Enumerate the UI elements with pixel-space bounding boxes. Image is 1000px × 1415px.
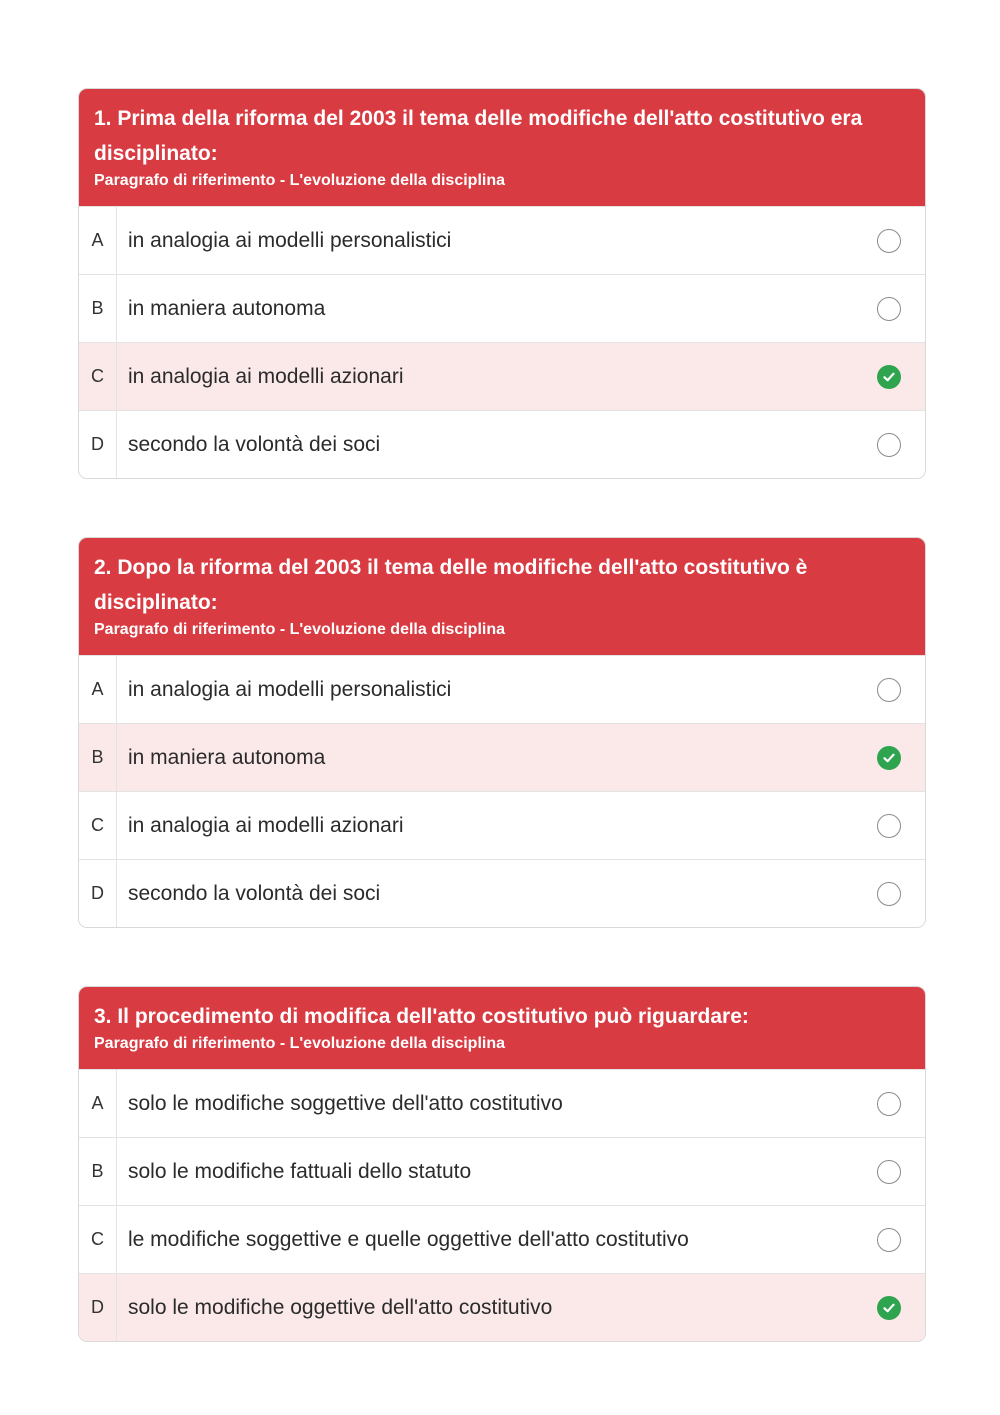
option-row[interactable]: [79, 1273, 925, 1341]
check-circle-icon[interactable]: [877, 365, 901, 389]
option-text: secondo la volontà dei soci: [128, 881, 381, 905]
option-letter: C: [79, 343, 117, 410]
radio-icon[interactable]: [877, 814, 901, 838]
question-card-1: [78, 88, 926, 479]
option-text: solo le modifiche soggettive dell'atto costitutivo: [128, 1091, 563, 1115]
option-row[interactable]: [79, 859, 925, 927]
option-row[interactable]: [79, 723, 925, 791]
question-card-2: [78, 537, 926, 928]
question-reference: Paragrafo di riferimento - L'evoluzione della disciplina: [94, 621, 505, 638]
option-row[interactable]: [79, 206, 925, 274]
radio-icon[interactable]: [877, 882, 901, 906]
question-title: 1. Prima della riforma del 2003 il tema delle modifiche dell'atto costitutivo era disciplinato:: [94, 107, 863, 165]
checkmark-icon: [882, 370, 896, 384]
option-letter: C: [79, 792, 117, 859]
option-letter: A: [79, 207, 117, 274]
radio-icon[interactable]: [877, 229, 901, 253]
option-letter: A: [79, 656, 117, 723]
option-letter: D: [79, 860, 117, 927]
checkmark-icon: [882, 1301, 896, 1315]
radio-icon[interactable]: [877, 1160, 901, 1184]
option-text: in analogia ai modelli personalistici: [128, 228, 452, 252]
option-letter: C: [79, 1206, 117, 1273]
radio-icon[interactable]: [877, 433, 901, 457]
option-text: le modifiche soggettive e quelle oggettive dell'atto costitutivo: [128, 1227, 689, 1251]
option-text: solo le modifiche fattuali dello statuto: [128, 1159, 472, 1183]
option-letter: B: [79, 275, 117, 342]
question-reference: Paragrafo di riferimento - L'evoluzione della disciplina: [94, 1035, 505, 1052]
option-row[interactable]: [79, 410, 925, 478]
question-header: [79, 538, 925, 655]
option-letter: B: [79, 1138, 117, 1205]
option-text: in maniera autonoma: [128, 296, 326, 320]
option-text: in analogia ai modelli azionari: [128, 364, 404, 388]
option-letter: A: [79, 1070, 117, 1137]
option-letter: D: [79, 1274, 117, 1341]
question-header: [79, 987, 925, 1069]
radio-icon[interactable]: [877, 1092, 901, 1116]
option-text: in maniera autonoma: [128, 745, 326, 769]
checkmark-icon: [882, 751, 896, 765]
check-circle-icon[interactable]: [877, 1296, 901, 1320]
option-row[interactable]: [79, 1069, 925, 1137]
option-row[interactable]: [79, 1137, 925, 1205]
option-text: in analogia ai modelli personalistici: [128, 677, 452, 701]
radio-icon[interactable]: [877, 297, 901, 321]
option-row[interactable]: [79, 274, 925, 342]
question-header: [79, 89, 925, 206]
question-card-3: [78, 986, 926, 1342]
radio-icon[interactable]: [877, 678, 901, 702]
option-text: in analogia ai modelli azionari: [128, 813, 404, 837]
option-row[interactable]: [79, 655, 925, 723]
option-letter: B: [79, 724, 117, 791]
check-circle-icon[interactable]: [877, 746, 901, 770]
option-text: solo le modifiche oggettive dell'atto costitutivo: [128, 1295, 553, 1319]
option-row[interactable]: [79, 342, 925, 410]
question-title: 2. Dopo la riforma del 2003 il tema delle modifiche dell'atto costitutivo è disciplinato:: [94, 556, 808, 614]
option-row[interactable]: [79, 1205, 925, 1273]
question-reference: Paragrafo di riferimento - L'evoluzione della disciplina: [94, 172, 505, 189]
question-title: 3. Il procedimento di modifica dell'atto costitutivo può riguardare:: [94, 1005, 749, 1028]
radio-icon[interactable]: [877, 1228, 901, 1252]
option-letter: D: [79, 411, 117, 478]
option-text: secondo la volontà dei soci: [128, 432, 381, 456]
option-row[interactable]: [79, 791, 925, 859]
